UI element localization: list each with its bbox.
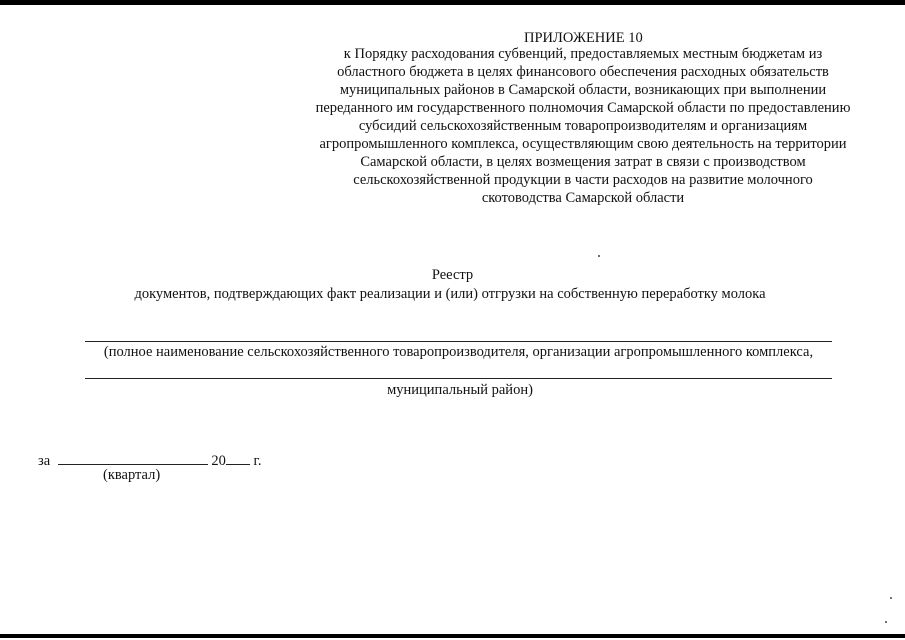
district-note: муниципальный район) bbox=[387, 382, 533, 398]
top-border bbox=[0, 0, 905, 5]
registry-title: Реестр bbox=[431, 267, 474, 283]
bottom-border bbox=[0, 634, 905, 638]
appendix-line: скотоводства Самарской области bbox=[481, 190, 685, 206]
appendix-line: областного бюджета в целях финансового обеспечения расходных обязательств bbox=[337, 64, 829, 80]
appendix-line: переданного им государственного полномочия Самарской области по предоставлению bbox=[315, 100, 851, 116]
scan-speck bbox=[598, 255, 600, 257]
appendix-line: сельскохозяйственной продукции в части расходов на развитие молочного bbox=[353, 172, 813, 188]
year-suffix: г. bbox=[253, 453, 262, 469]
producer-name-note: (полное наименование сельскохозяйственного товаропроизводителя, организации агропромышленного комплекса, bbox=[103, 344, 814, 360]
scan-speck bbox=[890, 597, 892, 599]
scan-speck bbox=[885, 621, 887, 623]
appendix-line: Самарской области, в целях возмещения затрат в связи с производством bbox=[360, 154, 806, 170]
appendix-text bbox=[300, 45, 866, 207]
period-prefix: за bbox=[38, 453, 51, 469]
appendix-line: муниципальных районов в Самарской области, возникающих при выполнении bbox=[339, 82, 827, 98]
district-line bbox=[85, 378, 832, 379]
quarter-note: (квартал) bbox=[103, 467, 161, 483]
quarter-blank bbox=[58, 450, 208, 465]
appendix-line: к Порядку расходования субвенций, предоставляемых местным бюджетам из bbox=[343, 46, 823, 62]
producer-name-line bbox=[85, 341, 832, 342]
registry-subtitle: документов, подтверждающих факт реализации и (или) отгрузки на собственную переработку молока bbox=[134, 286, 766, 302]
year-prefix: 20 bbox=[211, 453, 226, 469]
appendix-line: субсидий сельскохозяйственным товаропроизводителям и организациям bbox=[358, 118, 808, 134]
appendix-line: агропромышленного комплекса, осуществляющим свою деятельность на территории bbox=[319, 136, 847, 152]
year-blank bbox=[226, 450, 250, 465]
appendix-heading: ПРИЛОЖЕНИЕ 10 bbox=[524, 30, 643, 46]
